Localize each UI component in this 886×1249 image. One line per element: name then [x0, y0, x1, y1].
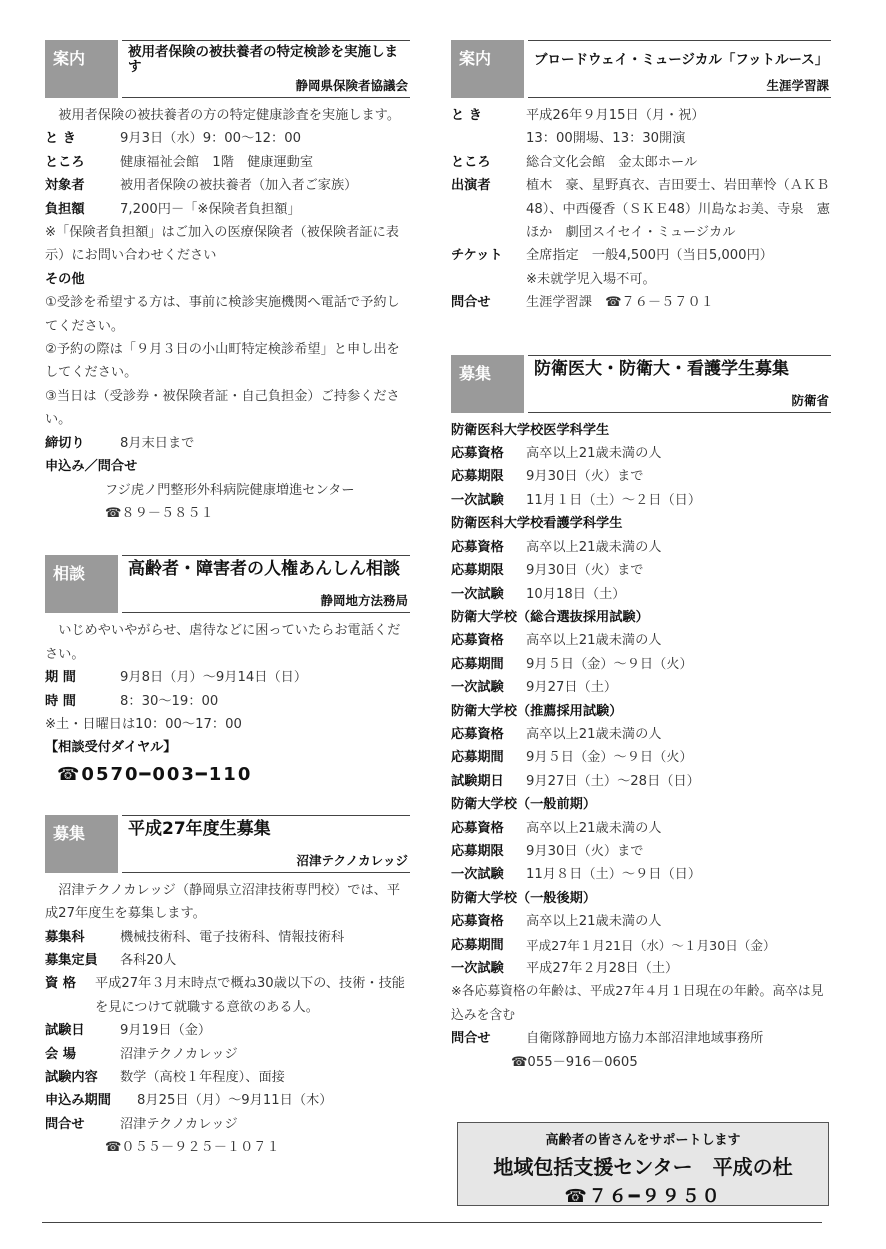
- value-exam: 平成27年２月28日（土）: [526, 961, 679, 976]
- notice-organization: 沼津テクノカレッジ: [296, 852, 408, 868]
- notice-header: [451, 40, 831, 98]
- label-contact: 問合せ: [45, 1116, 85, 1132]
- value-cast: 植木 豪、星野真衣、吉田要士、岩田華怜（ＡＫＢ48）、中西優香（ＳＫＥ48）川島なお美、寺泉 憲ほか 劇団スイセイ・ミュージカル: [526, 178, 830, 241]
- label-period: 応募期間: [451, 937, 504, 953]
- section-heading: 防衛医科大学校医学科学生: [451, 422, 610, 438]
- category-badge: 案内: [451, 40, 524, 98]
- value-period: 9月５日（金）～９日（火）: [526, 750, 693, 766]
- label-contact: 問合せ: [451, 1031, 491, 1047]
- category-badge: 相談: [45, 555, 118, 613]
- contact-phone: ☎055－916－0605: [511, 1054, 638, 1070]
- label-ticket: チケット: [451, 248, 503, 264]
- contact-phone: ☎８９－５８５１: [105, 505, 214, 521]
- label-qualification: 応募資格: [451, 539, 504, 555]
- value-qualification: 高卒以上21歳未満の人: [526, 633, 662, 649]
- section-heading: 防衛大学校（推薦採用試験）: [451, 703, 623, 719]
- label-exam: 一次試験: [451, 867, 504, 883]
- value-ticket-note: ※未就学児入場不可。: [526, 271, 656, 287]
- label-exam: 試験期日: [451, 773, 504, 789]
- value-ticket: 全席指定 一般4,500円（当日5,000円）: [526, 248, 773, 264]
- value-exam-date: 9月19日（金）: [120, 1023, 212, 1039]
- contact-phone: ☎０５５－９２５－１０７１: [105, 1140, 280, 1156]
- notice-boei-recruit: [451, 355, 831, 1074]
- notice-header: [45, 555, 410, 613]
- value-exam: 11月８日（土）～９日（日）: [526, 867, 702, 883]
- label-qualification: 応募資格: [451, 633, 504, 649]
- value-dept: 機械技術科、電子技術科、情報技術科: [120, 929, 345, 945]
- value-period: 平成27年１月21日（水）～１月30日（金）: [526, 937, 776, 953]
- label-exam-date: 試験日: [45, 1023, 85, 1039]
- notice-title: ブロードウェイ・ミュージカル「フットルース」: [534, 52, 829, 68]
- value-place: 健康福祉会館 1階 健康運動室: [120, 154, 314, 170]
- value-time: 8：30～19：00: [120, 693, 219, 709]
- notice-title: 高齢者・障害者の人権あんしん相談: [128, 559, 400, 580]
- value-qualification: 高卒以上21歳未満の人: [526, 914, 662, 930]
- label-period: 応募期間: [451, 750, 504, 766]
- label-deadline: 締切り: [45, 435, 85, 451]
- label-qualification: 応募資格: [451, 446, 504, 462]
- notice-organization: 生涯学習課: [766, 78, 829, 93]
- value-qualification: 高卒以上21歳未満の人: [526, 539, 662, 555]
- value-place: 総合文化会館 金太郎ホール: [526, 154, 698, 170]
- note-text: ※土・日曜日は10：00～17：00: [45, 716, 242, 732]
- label-exam: 一次試験: [451, 961, 504, 976]
- label-apply-contact: 申込み／問合せ: [45, 459, 138, 475]
- label-dept: 募集科: [45, 929, 85, 945]
- value-target: 被用者保険の被扶養者（加入者ご家族）: [120, 178, 358, 194]
- label-time: 時 間: [45, 693, 76, 709]
- value-time: 13：00開場、13：30開演: [526, 131, 686, 147]
- label-capacity: 募集定員: [45, 952, 98, 968]
- value-period: 9月8日（月）～9月14日（日）: [120, 670, 308, 686]
- value-exam: 9月27日（土）: [526, 680, 618, 696]
- notice-title: 平成27年度生募集: [128, 818, 271, 839]
- notice-organization: 静岡県保険者協議会: [295, 78, 408, 93]
- value-qualification: 高卒以上21歳未満の人: [526, 446, 662, 462]
- label-exam: 一次試験: [451, 680, 504, 696]
- label-exam-content: 試験内容: [45, 1070, 98, 1085]
- left-column: [45, 40, 410, 1190]
- label-place: ところ: [451, 154, 491, 170]
- value-deadline: 9月30日（火）まで: [526, 469, 644, 485]
- label-fee: 負担額: [45, 201, 85, 217]
- notice-jinken-soudan: [45, 555, 410, 784]
- notice-title: 防衛医大・防衛大・看護学生募集: [534, 358, 789, 379]
- label-date: と き: [451, 108, 482, 123]
- value-date: 9月3日（水）9：00～12：00: [120, 131, 302, 147]
- label-qualification: 資 格: [45, 976, 76, 992]
- label-qualification: 応募資格: [451, 820, 504, 836]
- value-exam-content: 数学（高校１年程度）、面接: [120, 1070, 285, 1085]
- notice-tokutei-kenshin: [45, 40, 410, 525]
- section-heading: 防衛医科大学校看護学科学生: [451, 516, 623, 532]
- label-qualification: 応募資格: [451, 726, 504, 742]
- notice-organization: 静岡地方法務局: [320, 593, 408, 609]
- label-cast: 出演者: [451, 178, 491, 194]
- notice-header: [45, 815, 410, 873]
- label-period: 応募期間: [451, 656, 504, 672]
- value-contact: 沼津テクノカレッジ: [120, 1116, 238, 1132]
- step-2: ②予約の際は「９月３日の小山町特定検診希望」と申し出をしてください。: [45, 342, 400, 381]
- value-apply-period: 8月25日（月）～9月11日（木）: [137, 1093, 333, 1109]
- label-other: その他: [45, 271, 85, 287]
- support-phone: ☎７６━９９５０: [564, 1186, 722, 1207]
- label-exam: 一次試験: [451, 492, 504, 508]
- note-text: ※各応募資格の年齢は、平成27年４月１日現在の年齢。高卒は見込みを含む: [451, 984, 824, 1023]
- label-venue: 会 場: [45, 1046, 76, 1062]
- notice-header: [451, 355, 831, 413]
- value-exam: 9月27日（土）～28日（日）: [526, 773, 700, 789]
- step-3: ③当日は（受診券・被保険者証・自己負担金）ご持参ください。: [45, 388, 400, 428]
- value-qualification: 高卒以上21歳未満の人: [526, 820, 662, 836]
- intro-text: 被用者保険の被扶養者の方の特定健康診査を実施します。: [58, 108, 401, 123]
- label-deadline: 応募期限: [451, 469, 504, 485]
- label-target: 対象者: [45, 178, 85, 194]
- value-deadline: 8月末日まで: [120, 435, 195, 451]
- step-1: ①受診を希望する方は、事前に検診実施機関へ電話で予約してください。: [45, 295, 400, 334]
- value-capacity: 各科20人: [120, 952, 177, 968]
- value-qualification: 高卒以上21歳未満の人: [526, 726, 662, 742]
- support-tagline: 高齢者の皆さんをサポートします: [545, 1133, 741, 1148]
- support-center-name: 地域包括支援センター 平成の杜: [493, 1155, 793, 1179]
- label-deadline: 応募期限: [451, 563, 504, 579]
- label-period: 期 間: [45, 670, 76, 686]
- label-qualification: 応募資格: [451, 914, 504, 930]
- label-deadline: 応募期限: [451, 843, 504, 859]
- value-deadline: 9月30日（火）まで: [526, 843, 644, 859]
- value-deadline: 9月30日（火）まで: [526, 563, 644, 579]
- label-contact: 問合せ: [451, 295, 491, 311]
- label-place: ところ: [45, 154, 85, 170]
- contact-name: フジ虎ノ門整形外科病院健康増進センター: [105, 482, 355, 498]
- section-heading: 防衛大学校（一般後期）: [451, 890, 597, 906]
- notice-musical: [451, 40, 831, 315]
- value-contact: 自衛隊静岡地方協力本部沼津地域事務所: [526, 1031, 764, 1047]
- right-column: [451, 40, 831, 1104]
- intro-text: いじめやいやがらせ、虐待などに困っていたらお電話ください。: [45, 623, 401, 662]
- section-heading: 防衛大学校（一般前期）: [451, 797, 597, 813]
- category-badge: 募集: [451, 355, 524, 413]
- dial-label: 【相談受付ダイヤル】: [45, 740, 177, 756]
- label-exam: 一次試験: [451, 586, 504, 602]
- section-heading: 防衛大学校（総合選抜採用試験）: [451, 609, 649, 625]
- notice-header: [45, 40, 410, 98]
- value-exam: 11月１日（土）～２日（日）: [526, 492, 702, 508]
- notice-title: 被用者保険の被扶養者の特定検診を実施します: [128, 44, 398, 75]
- bottom-divider: [42, 1222, 822, 1223]
- value-qualification: 平成27年３月末時点で概ね30歳以下の、技術・技能を見につけて就職する意欲のある人。: [95, 976, 405, 1015]
- value-exam: 10月18日（土）: [526, 586, 626, 602]
- intro-text: 沼津テクノカレッジ（静岡県立沼津技術専門校）では、平成27年度生を募集します。: [45, 882, 401, 922]
- label-apply-period: 申込み期間: [45, 1093, 111, 1109]
- value-period: 9月５日（金）～９日（火）: [526, 656, 693, 672]
- notice-organization: 防衛省: [791, 392, 829, 408]
- value-contact: 生涯学習課 ☎７６－５７０１: [526, 295, 714, 311]
- hotline-phone: ☎0570━003━110: [57, 763, 253, 785]
- notice-techno-college: [45, 815, 410, 1160]
- value-date: 平成26年９月15日（月・祝）: [526, 108, 705, 123]
- support-center-box: [457, 1122, 829, 1206]
- value-fee: 7,200円－「※保険者負担額」: [120, 201, 301, 217]
- category-badge: 募集: [45, 815, 118, 873]
- value-venue: 沼津テクノカレッジ: [120, 1046, 238, 1062]
- category-badge: 案内: [45, 40, 118, 98]
- label-date: と き: [45, 131, 76, 147]
- note-text: ※「保険者負担額」はご加入の医療保険者（被保険者証に表示）にお問い合わせください: [45, 225, 399, 264]
